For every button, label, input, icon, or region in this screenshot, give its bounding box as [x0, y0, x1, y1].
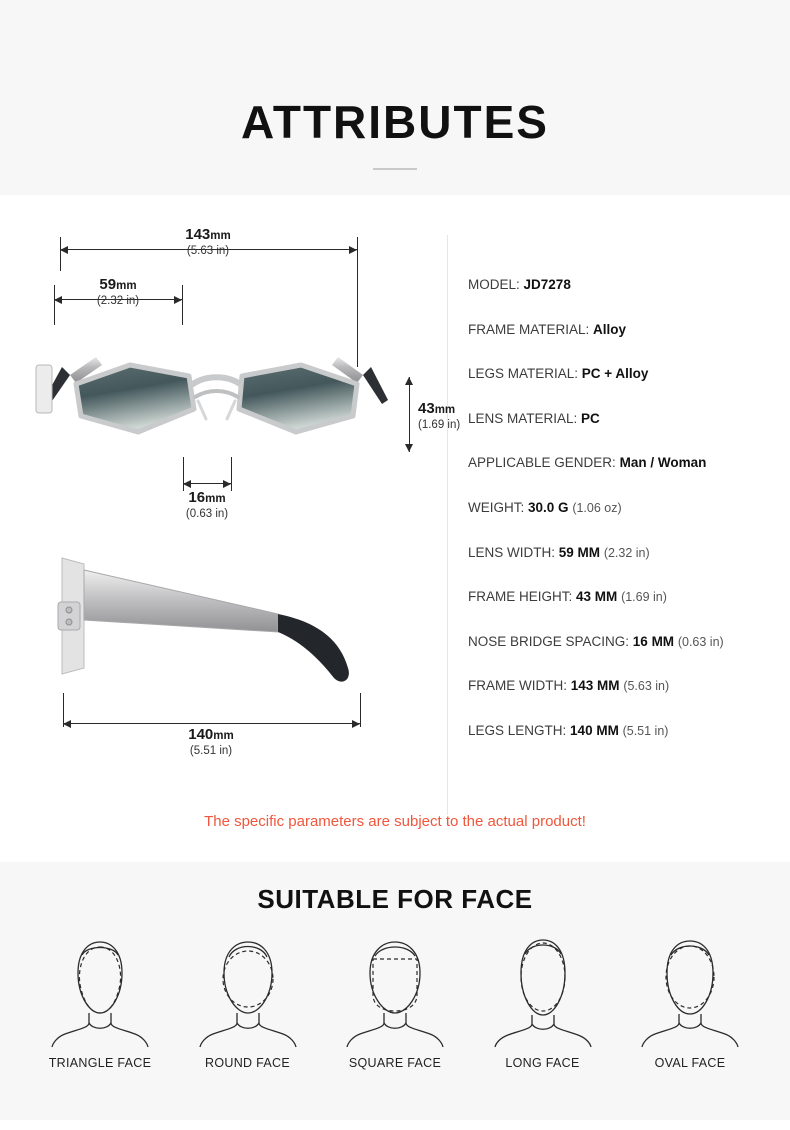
attribute-row — [468, 277, 778, 293]
frame-width-label — [148, 227, 268, 259]
attribute-value: Alloy — [593, 321, 627, 337]
triangle-face-icon — [30, 930, 170, 1048]
nose-bridge-label — [147, 490, 267, 522]
attribute-alt: (0.63 in) — [677, 634, 724, 649]
attribute-alt: (1.06 oz) — [572, 500, 622, 515]
legs-length-tick-right — [360, 693, 361, 727]
frame-width-tick-left — [60, 237, 61, 271]
attribute-value: 43 MM — [576, 589, 618, 605]
disclaimer-text: The specific parameters are subject to the actual product! — [204, 813, 586, 830]
square-face-icon — [325, 930, 465, 1048]
legs-length-line — [63, 723, 360, 724]
attribute-alt: (5.51 in) — [622, 723, 669, 738]
legs-length-arrow-right — [352, 720, 360, 728]
attribute-value: 59 MM — [558, 544, 601, 560]
face-label: TRIANGLE FACE — [48, 1056, 152, 1070]
suitable-for-face-section — [0, 862, 790, 1130]
legs-length-arrow-left — [63, 720, 71, 728]
attribute-value: JD7278 — [523, 277, 571, 292]
column-divider — [447, 235, 448, 815]
title-underline — [373, 168, 417, 170]
attribute-label: LEGS MATERIAL: — [468, 366, 579, 382]
attribute-row — [468, 455, 778, 471]
frame-height-inch: (1.69 in) — [418, 419, 461, 431]
face-item-round — [178, 930, 318, 1070]
attribute-row — [468, 411, 778, 427]
sunglasses-front-view — [26, 305, 426, 485]
legs-length-label — [151, 727, 271, 759]
attribute-label: LENS MATERIAL: — [468, 410, 578, 426]
face-list — [30, 930, 760, 1070]
legs-length-unit: mm — [213, 730, 234, 742]
attribute-list — [468, 277, 778, 768]
attribute-label: LEGS LENGTH: — [468, 722, 567, 738]
face-label: LONG FACE — [505, 1056, 580, 1070]
attribute-row — [468, 634, 778, 650]
sunglasses-side-view — [40, 550, 390, 695]
legs-length-inch: (5.51 in) — [189, 745, 233, 757]
attribute-row — [468, 678, 778, 694]
attribute-label: APPLICABLE GENDER: — [468, 455, 616, 471]
attribute-value: 143 MM — [570, 678, 620, 694]
nose-bridge-unit: mm — [205, 493, 226, 505]
attribute-label: LENS WIDTH: — [468, 544, 556, 560]
nose-bridge-inch: (0.63 in) — [185, 508, 229, 520]
face-section-title: SUITABLE FOR FACE — [257, 884, 533, 914]
oval-face-icon — [620, 930, 760, 1048]
header-banner — [0, 0, 790, 195]
frame-width-arrow-left — [60, 246, 68, 254]
lens-width-value: 59 — [99, 276, 117, 293]
lens-width-inch: (2.32 in) — [96, 295, 140, 307]
attribute-label: FRAME MATERIAL: — [468, 321, 590, 337]
attribute-row — [468, 366, 778, 382]
face-item-square — [325, 930, 465, 1070]
attribute-row — [468, 589, 778, 605]
attribute-alt: (5.63 in) — [623, 679, 670, 694]
page-title: ATTRIBUTES — [241, 96, 549, 148]
attribute-row — [468, 500, 778, 516]
attribute-value: 140 MM — [570, 722, 619, 738]
legs-length-value: 140 — [188, 726, 214, 743]
attribute-row — [468, 545, 778, 561]
attribute-row — [468, 723, 778, 739]
attribute-label: NOSE BRIDGE SPACING: — [468, 633, 630, 649]
face-label: ROUND FACE — [205, 1056, 290, 1070]
frame-width-arrow-right — [349, 246, 357, 254]
frame-width-inch: (5.63 in) — [186, 245, 230, 257]
footer-strip — [0, 1120, 790, 1130]
round-face-icon — [178, 930, 318, 1048]
face-label: OVAL FACE — [654, 1056, 726, 1070]
attribute-value: PC + Alloy — [581, 366, 649, 382]
frame-height-value: 43 — [418, 400, 435, 417]
attribute-value: 16 MM — [632, 633, 675, 649]
frame-width-value: 143 — [185, 226, 211, 243]
face-label: SQUARE FACE — [348, 1056, 442, 1070]
frame-height-unit: mm — [434, 404, 456, 416]
attribute-alt: (1.69 in) — [621, 590, 667, 605]
face-item-long — [473, 930, 613, 1070]
attribute-value: Man / Woman — [619, 455, 707, 471]
spec-area — [0, 195, 790, 860]
attribute-alt: (2.32 in) — [603, 545, 650, 560]
lens-width-unit: mm — [116, 280, 137, 292]
attribute-value: PC — [581, 410, 600, 426]
frame-width-unit: mm — [210, 230, 231, 242]
face-item-triangle — [30, 930, 170, 1070]
attribute-row — [468, 322, 778, 338]
nose-bridge-value: 16 — [188, 489, 206, 506]
face-item-oval — [620, 930, 760, 1070]
attribute-label: FRAME HEIGHT: — [468, 589, 573, 605]
attribute-label: MODEL: — [468, 277, 520, 292]
attribute-label: FRAME WIDTH: — [468, 678, 567, 694]
attribute-value: 30.0 G — [528, 499, 569, 515]
attribute-label: WEIGHT: — [468, 499, 525, 515]
long-face-icon — [473, 930, 613, 1048]
